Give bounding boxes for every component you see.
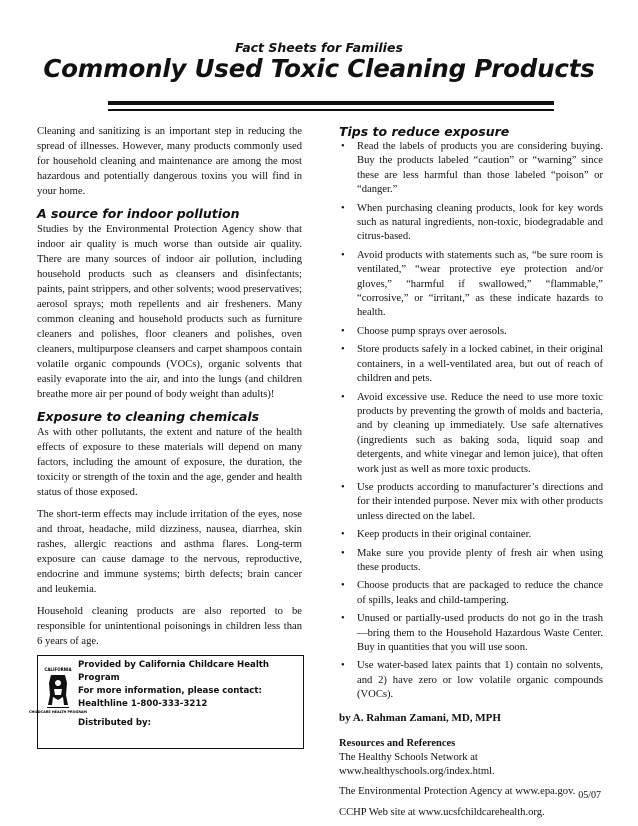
exposure-paragraph-3: Household cleaning products are also reported to be responsible for unintentional poisonings in children less than 6 years of age. (37, 606, 302, 647)
bullet-icon: • (341, 202, 345, 214)
intro-paragraph: Cleaning and sanitizing is an important step in reducing the spread of illnesses. However, many products commonly used for household cleaning and maintenance are among the most hazardous and potentially dangerous toxins you will find in your home. (37, 126, 302, 197)
title-rule-thick (108, 101, 554, 105)
healthline: Healthline 1-800-333-3212 (78, 699, 208, 709)
cchp-logo-icon (29, 665, 87, 723)
bullet-icon: • (341, 580, 345, 592)
tip-item: • Avoid excessive use. Reduce the need to use more toxic products by preventing the growth of molds and bacteria, and by cleaning up immediately. Use safe alternatives (ingredients such as baking soda, liquid soap and detergents, and white vinegar and lemon juice), that often work just as well as more toxic products. (341, 391, 603, 475)
resources-heading: Resources and References (339, 737, 456, 749)
tip-item: • Unused or partially-used products do not go in the trash—bring them to the Household Hazardous Waste Center. Buy in quantities that you will use soon. (341, 613, 603, 653)
page-title: Commonly Used Toxic Cleaning Products (43, 54, 595, 83)
tips-heading: Tips to reduce exposure (339, 124, 510, 139)
exposure-paragraph-2: The short-term effects may include irritation of the eyes, nose and throat, headache, mild dizziness, nausea, diarrhea, skin rashes, allergic reactions and asthma flares. Long-term exposure can cause damage to the nervous, reproductive, endocrine and immune systems; birth defects; brain cancer and leukemia. (37, 509, 302, 595)
logo-bottom-text: CHILDCARE HEALTH PROGRAM (29, 710, 87, 714)
section-heading-indoor-pollution: A source for indoor pollution (37, 206, 240, 221)
tips-list (339, 140, 603, 703)
logo-top-text: CALIFORNIA (44, 667, 72, 672)
tip-item: • Choose pump sprays over aerosols. (339, 325, 603, 339)
bullet-icon: • (341, 529, 345, 541)
bullet-icon: • (341, 141, 345, 152)
tip-item: • Read the labels of products you are considering buying. Buy the products labeled “caution” or “warning” since these are less harmful than those labeled “poison” or “danger.” (341, 141, 603, 196)
tip-item: • Keep products in their original container. (339, 528, 603, 542)
bullet-icon: • (341, 325, 345, 337)
reference-epa: The Environmental Protection Agency at www.epa.gov. (339, 786, 576, 798)
tip-item: • Store products safely in a locked cabinet, in their original containers, in a well-ventilated area, but out of reach of children and pets. (341, 344, 603, 385)
contact-line: For more information, please contact: (78, 686, 262, 696)
series-label: Fact Sheets for Families (235, 40, 403, 55)
reference-healthy-schools: The Healthy Schools Network at www.healthyschools.org/index.html. (339, 751, 495, 778)
section-heading-exposure: Exposure to cleaning chemicals (37, 409, 260, 424)
tip-item: • Avoid products with statements such as, “be sure room is ventilated,” “wear protective eye protection and/or gloves,” “harmful if swallowed,” “flammable,” “corrosive,” or “irritant,” as these indicate hazards to health. (341, 249, 603, 319)
bullet-icon: • (341, 660, 345, 672)
left-column (37, 124, 302, 656)
tip-item: • When purchasing cleaning products, look for key words such as natural ingredients, non-toxic, biodegradable and citrus-based. (341, 202, 603, 243)
bullet-icon: • (341, 344, 345, 356)
title-rule-thin (108, 109, 554, 111)
author-line: by A. Rahman Zamani, MD, MPH (339, 711, 501, 724)
bullet-icon: • (341, 481, 345, 493)
bullet-icon: • (341, 249, 345, 261)
info-box (29, 655, 304, 749)
bullet-icon: • (341, 547, 345, 559)
indoor-pollution-paragraph: Studies by the Environmental Protection Agency show that indoor air quality is much worse than outside air quality. There are many sources of indoor air pollution, including household products such as cleansers and disinfectants; paints, paint strippers, and other solvents; wood preservatives; aerosol sprays; moth repellents and air fresheners. Many common cleaning and household products such as furniture cleaners and polishes, floor cleaners and polishes, oven cleaners, multipurpose cleansers and carpet shampoos contain volatile organic compounds (VOCs), organic solvents that easily evaporate into the air, and into the lungs (and children breathe more air per pound of body weight than adults)! (37, 224, 302, 400)
tip-item: • Use products according to manufacturer’s directions and for their intended purpose. Never mix with other products unless directed on the label. (341, 481, 603, 522)
bullet-icon: • (341, 613, 345, 625)
provided-by: Provided by California Childcare Health Program (78, 660, 270, 683)
tip-item: • Make sure you provide plenty of fresh air when using these products. (341, 547, 603, 573)
right-column (339, 124, 603, 826)
tip-item: • Choose products that are packaged to reduce the chance of spills, leaks and child-tampering. (341, 580, 603, 606)
tip-item: • Use water-based latex paints that 1) contain no solvents, and 2) have zero or low volatile organic compounds (VOCs). (341, 660, 603, 701)
bullet-icon: • (341, 391, 345, 403)
publication-date: 05/07 (578, 790, 601, 801)
distributed-by: Distributed by: (78, 718, 152, 728)
reference-cchp: CCHP Web site at www.ucsfchildcarehealth.org. (339, 806, 545, 818)
exposure-paragraph-1: As with other pollutants, the extent and nature of the health effects of exposure to these materials will depend on many factors, including the amount of exposure, the duration, the toxicity or strength of the toxin and the age, gender and health status of those exposed. (37, 427, 302, 498)
